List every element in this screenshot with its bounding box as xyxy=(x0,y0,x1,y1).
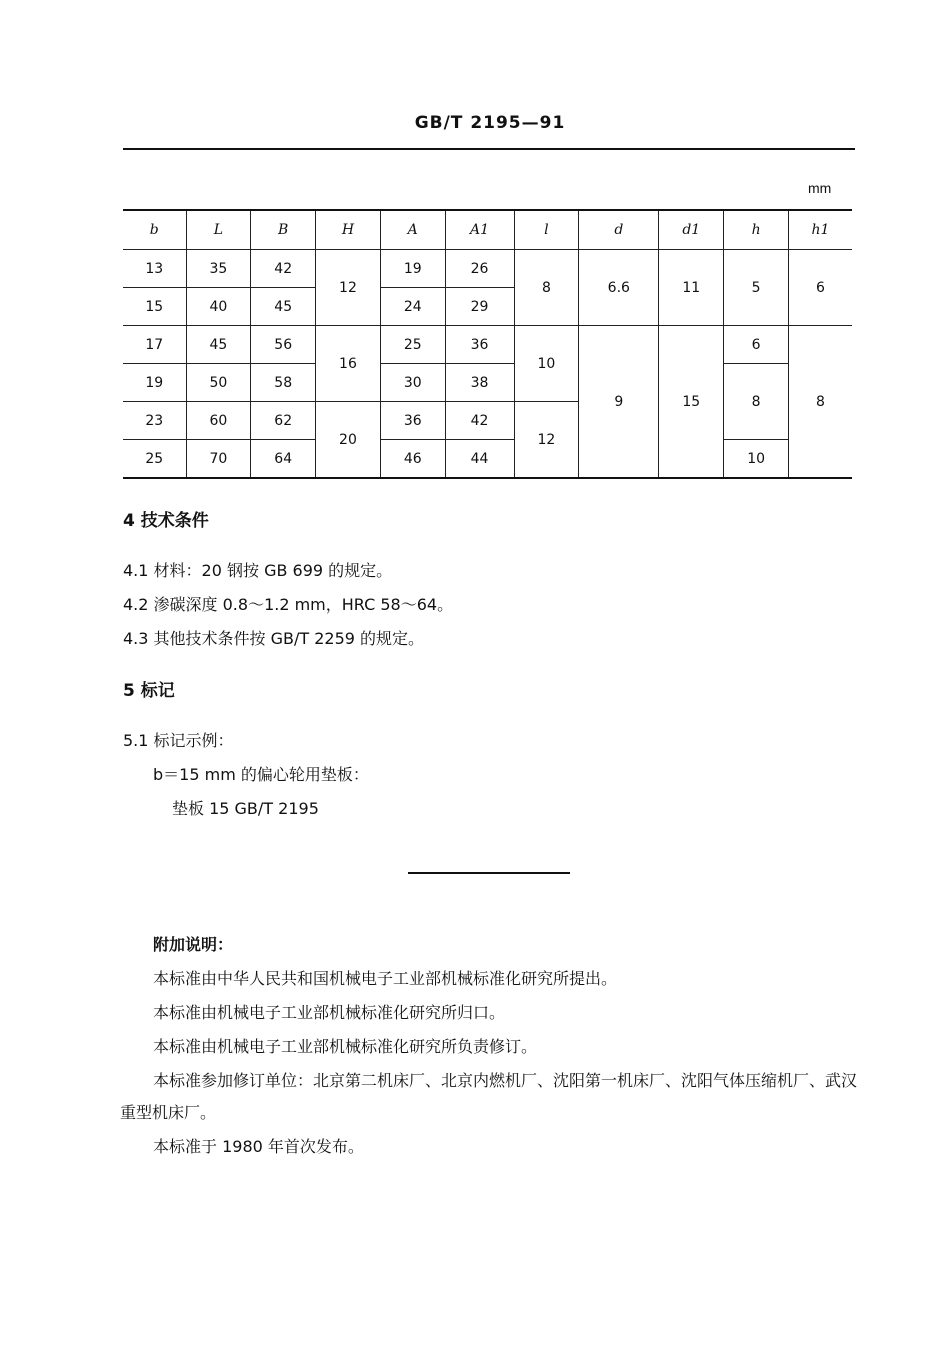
table-cell: 24 xyxy=(380,288,445,326)
table-cell: 56 xyxy=(251,326,316,364)
table-row xyxy=(123,250,852,288)
clause-4-3: 4.3 其他技术条件按 GB/T 2259 的规定。 xyxy=(123,629,425,648)
col-header: l xyxy=(514,210,579,250)
end-rule xyxy=(408,872,570,874)
table-cell: 40 xyxy=(186,288,251,326)
col-header: B xyxy=(251,210,316,250)
marking-example-desc: b＝15 mm 的偏心轮用垫板： xyxy=(153,765,369,784)
col-header: d1 xyxy=(659,210,724,250)
note-line: 本标准由机械电子工业部机械标准化研究所负责修订。 xyxy=(153,1037,538,1056)
table-cell: 23 xyxy=(123,402,186,440)
table-cell: 6 xyxy=(789,250,853,326)
note-line: 本标准参加修订单位：北京第二机床厂、北京内燃机厂、沈阳第一机床厂、沈阳气体压缩机厂、武汉 xyxy=(153,1071,858,1090)
section-4-heading: 4 技术条件 xyxy=(123,511,209,531)
clause-5-1: 5.1 标记示例： xyxy=(123,731,234,750)
table-cell: 15 xyxy=(123,288,186,326)
marking-example: 垫板 15 GB/T 2195 xyxy=(172,799,319,818)
table-cell: 36 xyxy=(445,326,514,364)
table-cell: 10 xyxy=(514,326,579,402)
table-cell: 12 xyxy=(514,402,579,479)
note-line: 本标准于 1980 年首次发布。 xyxy=(153,1137,364,1156)
table-cell: 19 xyxy=(123,364,186,402)
table-cell: 26 xyxy=(445,250,514,288)
table-cell: 36 xyxy=(380,402,445,440)
table-cell: 6.6 xyxy=(579,250,659,326)
table-cell: 60 xyxy=(186,402,251,440)
dimensions-table xyxy=(123,209,852,479)
header-rule xyxy=(123,148,855,150)
note-line: 本标准由机械电子工业部机械标准化研究所归口。 xyxy=(153,1003,506,1022)
table-cell: 30 xyxy=(380,364,445,402)
table-cell: 70 xyxy=(186,440,251,479)
table-cell: 16 xyxy=(316,326,381,402)
table-header-row xyxy=(123,210,852,250)
table-cell: 9 xyxy=(579,326,659,479)
unit-label: mm xyxy=(808,180,832,196)
col-header: b xyxy=(123,210,186,250)
clause-4-1: 4.1 材料：20 钢按 GB 699 的规定。 xyxy=(123,561,393,580)
col-header: h xyxy=(724,210,789,250)
standard-number: GB/T 2195—91 xyxy=(414,113,566,133)
col-header: h1 xyxy=(789,210,853,250)
table-cell: 46 xyxy=(380,440,445,479)
clause-4-2: 4.2 渗碳深度 0.8～1.2 mm，HRC 58～64。 xyxy=(123,595,454,614)
table-cell: 19 xyxy=(380,250,445,288)
table-cell: 58 xyxy=(251,364,316,402)
table-cell: 38 xyxy=(445,364,514,402)
col-header: A xyxy=(380,210,445,250)
table-cell: 20 xyxy=(316,402,381,479)
table-cell: 8 xyxy=(789,326,853,479)
table-cell: 44 xyxy=(445,440,514,479)
table-row xyxy=(123,440,852,479)
table-cell: 6 xyxy=(724,326,789,364)
table-cell: 50 xyxy=(186,364,251,402)
table-cell: 8 xyxy=(514,250,579,326)
col-header: A1 xyxy=(445,210,514,250)
table-cell: 45 xyxy=(186,326,251,364)
table-cell: 15 xyxy=(659,326,724,479)
table-row xyxy=(123,326,852,364)
notes-title: 附加说明： xyxy=(153,935,234,954)
table-row xyxy=(123,364,852,402)
table-cell: 10 xyxy=(724,440,789,479)
table-cell: 62 xyxy=(251,402,316,440)
table-cell: 17 xyxy=(123,326,186,364)
table-cell: 45 xyxy=(251,288,316,326)
table-cell: 5 xyxy=(724,250,789,326)
note-line: 重型机床厂。 xyxy=(120,1103,217,1122)
table-cell: 25 xyxy=(380,326,445,364)
table-cell: 11 xyxy=(659,250,724,326)
note-line: 本标准由中华人民共和国机械电子工业部机械标准化研究所提出。 xyxy=(153,969,618,988)
table-cell: 42 xyxy=(251,250,316,288)
table-cell: 13 xyxy=(123,250,186,288)
col-header: H xyxy=(316,210,381,250)
table-cell: 25 xyxy=(123,440,186,479)
table-cell: 64 xyxy=(251,440,316,479)
table-cell: 12 xyxy=(316,250,381,326)
col-header: L xyxy=(186,210,251,250)
col-header: d xyxy=(579,210,659,250)
table-cell: 35 xyxy=(186,250,251,288)
table-cell: 8 xyxy=(724,364,789,440)
table-cell: 29 xyxy=(445,288,514,326)
table-cell: 42 xyxy=(445,402,514,440)
section-5-heading: 5 标记 xyxy=(123,681,175,701)
